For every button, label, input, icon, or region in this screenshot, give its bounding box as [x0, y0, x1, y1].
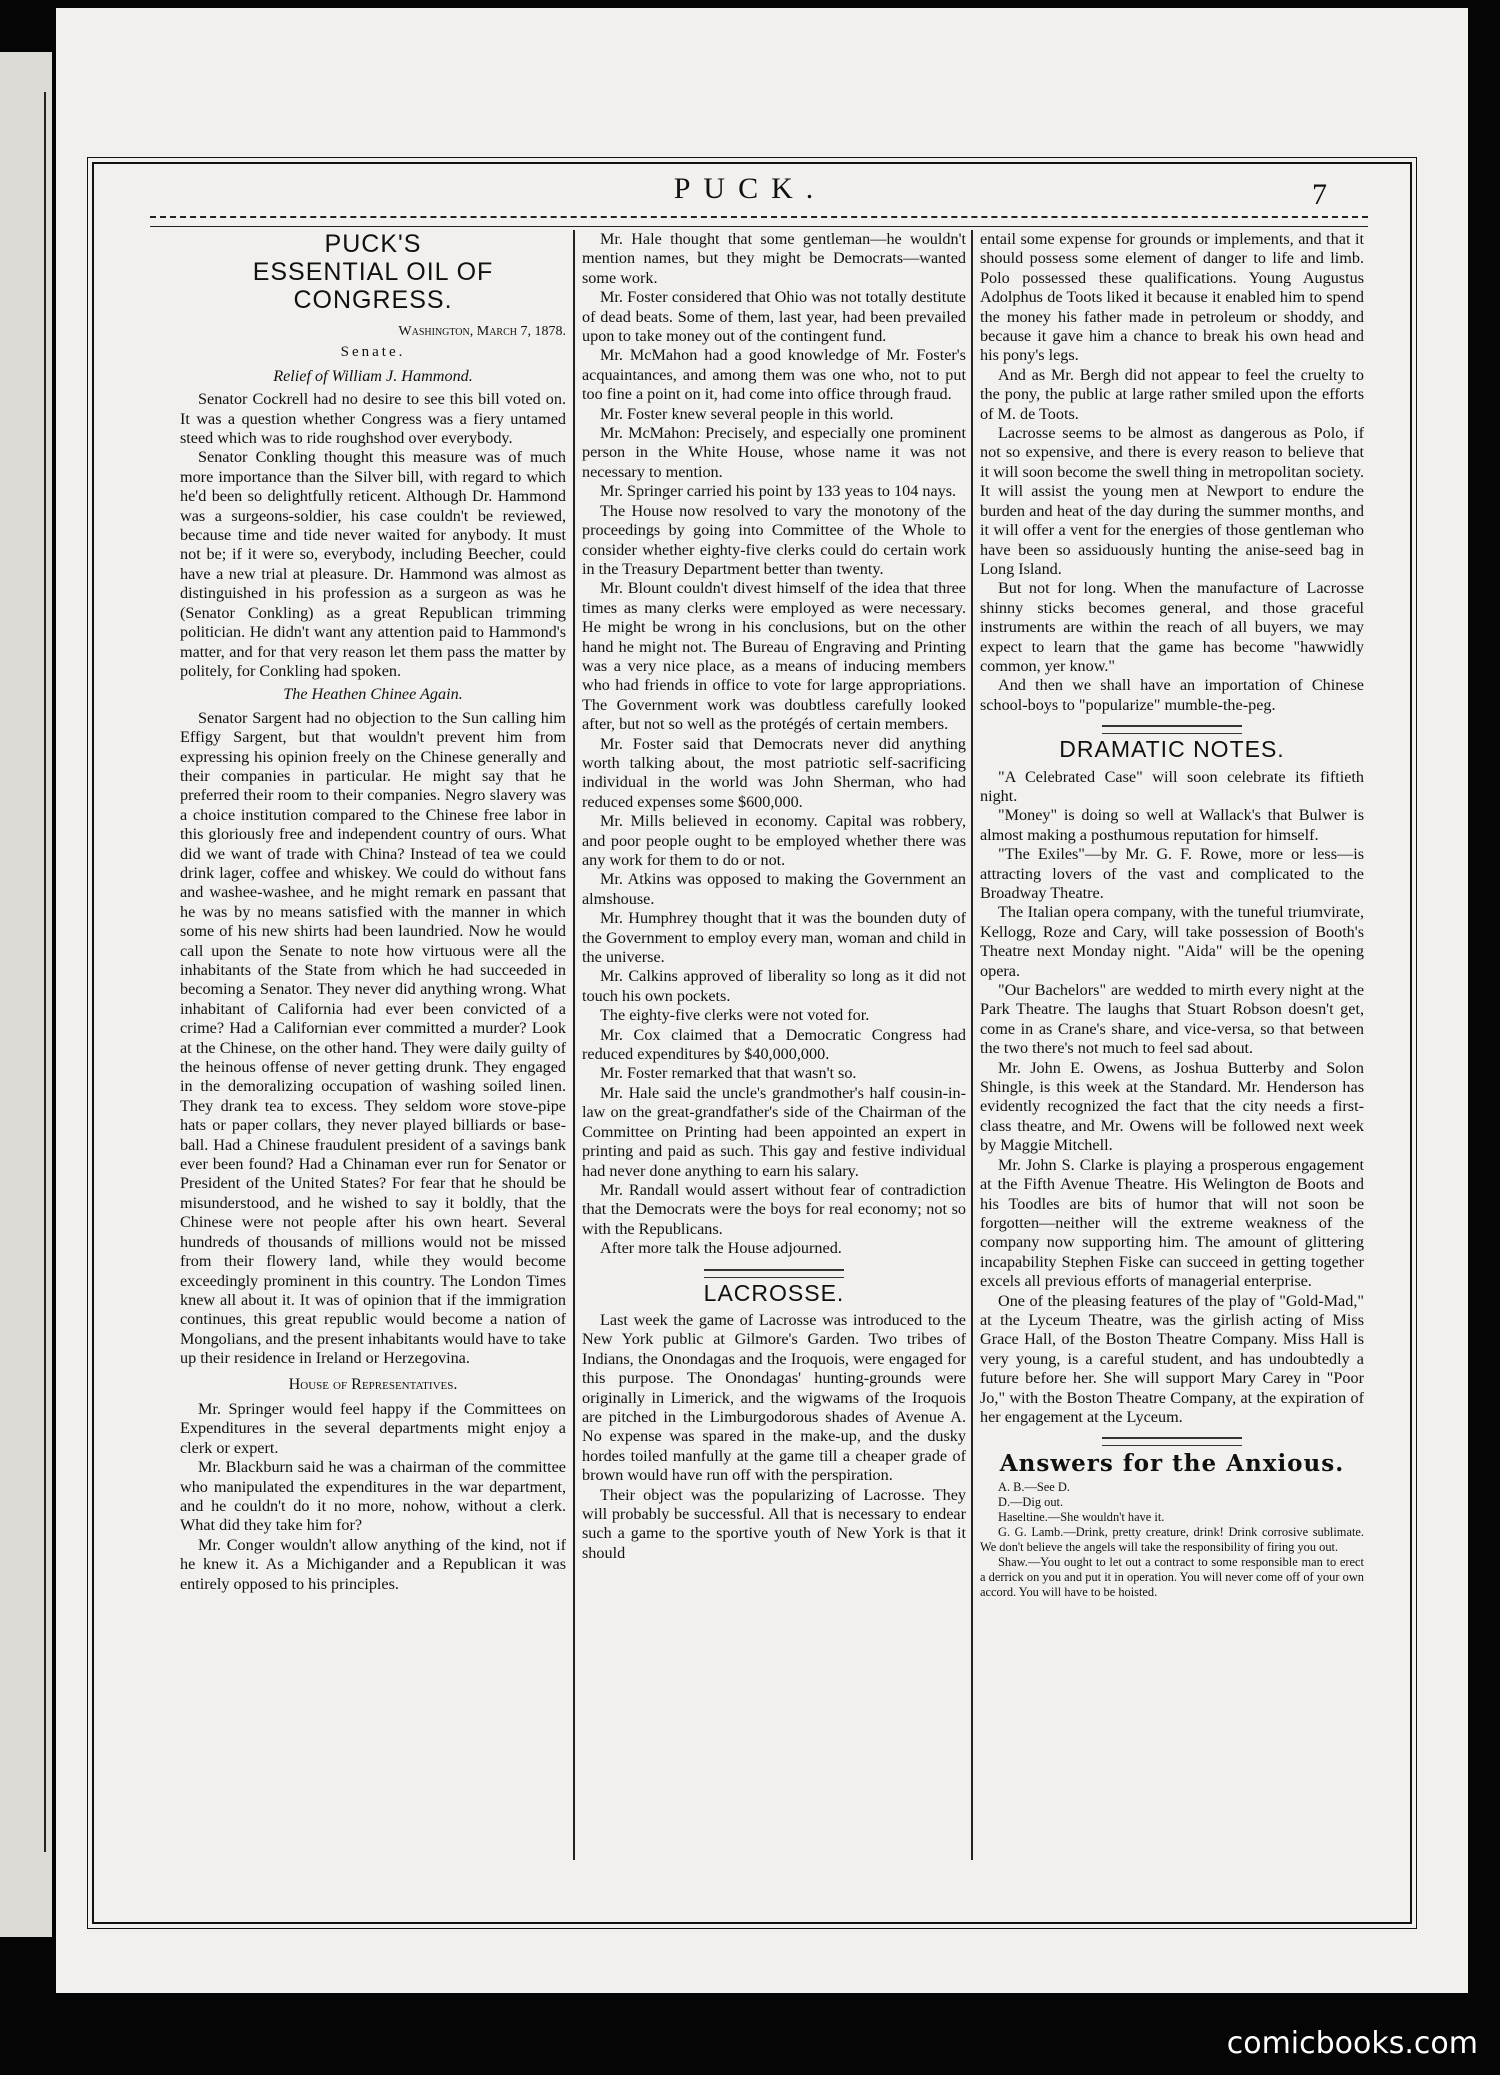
paragraph: Lacrosse seems to be almost as dangerous as Polo, if not so expensive, and there is every reason to believe that it will soon become the swell thing in metropolitan society. It will assist the young men at Newport to endure the burden and heat of the day during the summer months, and it will offer a vent for the energies of those gentleman who have been so assiduously hunting the anise-seed bag in Long Island.: [980, 424, 1364, 578]
site-watermark: comicbooks.com: [1226, 2026, 1478, 2061]
answer-item: Haseltine.—She wouldn't have it.: [998, 1509, 1165, 1524]
paragraph: Mr. Blackburn said he was a chairman of the committee who manipulated the expenditures in the war department, and he couldn't do it no more, nohow, without a clerk. What did they take him for?: [180, 1458, 566, 1535]
paragraph: Mr. Foster considered that Ohio was not totally destitute of dead beats. Some of them, last year, had been prevailed upon to take money out of the contingent fund.: [582, 288, 966, 346]
column-congress: [180, 230, 566, 1594]
answers-list: [980, 1480, 1364, 1600]
paragraph: Mr. Blount couldn't divest himself of the idea that three times as many clerks were employed as were necessary. He might be wrong in his conclusions, but on the other hand he might not. The Bureau of Engraving and Printing was a very nice place, as a means of inducing members who had friends in office to vote for large appropriations. The Government work was doubtless carefully looked after, but not so well as the protégés of certain members.: [582, 579, 966, 734]
page-number: 7: [1312, 178, 1327, 211]
paragraph: And as Mr. Bergh did not appear to feel the cruelty to the pony, the public at large rather smiled upon the efforts of M. de Toots.: [980, 365, 1364, 423]
paragraph: Mr. Atkins was opposed to making the Government an almshouse.: [582, 870, 966, 908]
paragraph: Mr. Cox claimed that a Democratic Congress had reduced expenditures by $40,000,000.: [582, 1025, 966, 1064]
column-house-lacrosse: [582, 230, 966, 1563]
paragraph: Mr. Springer carried his point by 133 yeas to 104 nays.: [600, 482, 957, 501]
section-separator: [1102, 725, 1242, 734]
column-divider: [573, 230, 575, 1860]
answer-item: Shaw.—You ought to let out a contract to some responsible man to erect a derrick on you and put it in operation. You will never come off of your own accord. You will have to be hoisted.: [980, 1554, 1364, 1599]
paragraph: "Money" is doing so well at Wallack's that Bulwer is almost making a posthumous reputation for himself.: [980, 806, 1364, 844]
section-separator: [1102, 1437, 1242, 1446]
paragraph: Mr. Calkins approved of liberality so long as it did not touch his own pockets.: [582, 967, 966, 1005]
paragraph: Mr. Foster remarked that that wasn't so.: [600, 1064, 857, 1083]
paragraph: The House now resolved to vary the monotony of the proceedings by going into Committee of the Whole to consider whether eighty-five clerks could do certain work in the Treasury Department better than twenty.: [582, 501, 966, 578]
previous-page-edge: [0, 52, 52, 1937]
paragraph: Mr. John S. Clarke is playing a prosperous engagement at the Fifth Avenue Theatre. His Welington de Boots and his Toodles are bits of humor that will not soon be forgotten—neither will the extreme weakness of the company now supporting him. The amount of glittering incapability Stephen Fiske can succeed in getting together excels all previous efforts of managerial enterprise.: [980, 1155, 1364, 1291]
answer-item: A. B.—See D.: [998, 1479, 1070, 1494]
section-separator: [704, 1269, 844, 1278]
paragraph: Their object was the popularizing of Lacrosse. They will probably be successful. All that is necessary to endear such a game to the sportive youth of New York is that it should: [582, 1485, 966, 1562]
paragraph: But not for long. When the manufacture of Lacrosse shinny sticks becomes general, and those graceful instruments are within the reach of all buyers, we may expect to learn that the game has become "hawwidly common, yer know.": [980, 579, 1364, 675]
column-dramatic: [980, 230, 1364, 1600]
article-title-line1: PUCK'S: [324, 230, 422, 258]
paragraph: Mr. John E. Owens, as Joshua Butterby and Solon Shingle, is this week at the Standard. Mr. Henderson has evidently recognized the fact that the city needs a first-class theatre, and Mr. Owens will be followed next week by Maggie Mitchell.: [980, 1058, 1364, 1155]
paragraph: One of the pleasing features of the play of "Gold-Mad," at the Lyceum Theatre, was the girlish acting of Miss Grace Hall, of the Boston Theatre Company. Miss Hall is very young, is a careful student, and has undoubtedly a future before her. She will support Mary Carey in "Poor Jo," with the Boston Theatre Company, at the expiration of her engagement at the Lyceum.: [980, 1291, 1364, 1426]
paragraph: Mr. Springer would feel happy if the Committees on Expenditures in the several departments might enjoy a clerk or expert.: [180, 1399, 566, 1457]
subhead-chinee: The Heathen Chinee Again.: [283, 685, 463, 704]
section-house: House of Representatives.: [288, 1374, 458, 1393]
paragraph: Mr. Conger wouldn't allow anything of the kind, not if he knew it. As a Michigander and a Republican it was entirely opposed to his principles.: [180, 1535, 566, 1593]
column-divider: [971, 230, 973, 1860]
section-senate: Senate.: [340, 344, 406, 361]
answer-item: G. G. Lamb.—Drink, pretty creature, drink! Drink corrosive sublimate. We don't believe the angels will take the responsibility of firing you out.: [980, 1524, 1364, 1554]
paragraph: entail some expense for grounds or implements, and that it should possess some element of danger to life and limb. Polo possessed these qualifications. Young Augustus Adolphus de Toots liked it because it enabled him to spend the money his father made in petroleum or shoddy, and because it gave him a chance to break his own head and his pony's legs.: [980, 230, 1364, 365]
paragraph: Senator Sargent had no objection to the Sun calling him Effigy Sargent, but that wouldn't prevent him from expressing his opinion freely on the Chinese generally and their companies in particular. He might say that he preferred their room to their companies. Negro slavery was a choice institution compared to the Chinese free labor in this gloriously free and independent country of ours. What did we want of trade with China? Instead of tea we could drink lager, coffee and whiskey. We could do without fans and washee-washee, and he might remark en passant that he was by no means satisfied with the manner in which some of his new shirts had been laundried. Now he would call upon the Senate to note how virtuous were all the inhabitants of the State from which he had succeeded in becoming a Senator. They never did anything wrong. What inhabitant of California had ever been convicted of a crime? Had a Californian ever committed a murder? Look at the Chinese, on the other hand. They were daily guilty of the heinous offense of never getting drunk. They engaged in the demoralizing occupation of washing soiled linen. They drank tea to excess. They seldom wore stove-pipe hats or paper collars, they never played billiards or base-ball. Had a Chinese fraudulent president of a savings bank ever been found? Had a Chinaman ever run for Senator or President of the United States? For fear that he should be misunderstood, and he wished to say it boldly, that the Chinese were not people after his own heart. Several hundreds of thousands of millions would not be missed from their flowery land, while they would become exceedingly prominent in this country. The London Times knew all about it. It was of opinion that if the immigration continues, this great republic would become a nation of Mongolians, and the present inhabitants would have to take up their residence in Ireland or Herzegovina.: [180, 708, 566, 1368]
dateline: Washington, March 7, 1878.: [398, 324, 566, 339]
paragraph: Mr. Mills believed in economy. Capital was robbery, and poor people ought to be employed whether there was any work for them to do or not.: [582, 812, 966, 869]
answers-title: Answers for the Anxious.: [999, 1450, 1345, 1478]
paragraph: The eighty-five clerks were not voted for.: [600, 1006, 870, 1025]
article-title-line2: ESSENTIAL OIL OF CONGRESS.: [252, 258, 494, 314]
masthead-title: PUCK.: [673, 172, 827, 205]
paragraph: Mr. Humphrey thought that it was the bounden duty of the Government to employ every man, woman and child in the universe.: [582, 909, 966, 967]
paragraph: Mr. Hale thought that some gentleman—he wouldn't mention names, but they might be Democrats—wanted some work.: [582, 230, 966, 287]
paragraph: Mr. Foster knew several people in this world.: [600, 404, 894, 423]
paragraph: Last week the game of Lacrosse was introduced to the New York public at Gilmore's Garden. Two tribes of Indians, the Onondagas and the Iroquois, were engaged for this purpose. The Onondagas' hunting-grounds were originally in Limerick, and the wigwams of the Iroquois are pitched in the Limburgodorous shades of Avenue A. No expense was spared in the make-up, and the dusky hordes toiled manfully at the game till a cheaper grade of brown would have run off with the perspiration.: [582, 1310, 966, 1485]
paragraph: Senator Conkling thought this measure was of much more importance than the Silver bill, with regard to which he'd been so delightfully reticent. Although Dr. Hammond was a surgeons-soldier, his case couldn't be reviewed, because time and tide never waited for anybody. It must not be; if it were so, everybody, including Beecher, could have a new trial at pleasure. Dr. Hammond was almost as distinguished in his profession as a surgeon as was he (Senator Conkling) as a great Republican trimming politician. He didn't want any attention paid to Hammond's matter, and for that very reason let them pass the matter by politely, for Conkling had spoken.: [180, 448, 566, 680]
subhead-hammond: Relief of William J. Hammond.: [273, 366, 473, 385]
paragraph: And then we shall have an importation of Chinese school-boys to "popularize" mumble-the-peg.: [980, 676, 1364, 714]
paragraph: "The Exiles"—by Mr. G. F. Rowe, more or less—is attracting lovers of the vast and complicated to the Broadway Theatre.: [980, 845, 1364, 902]
paragraph: After more talk the House adjourned.: [600, 1239, 842, 1258]
paragraph: Mr. Foster said that Democrats never did anything worth talking about, the most patriotic self-sacrificing individual in the world was John Sherman, who had reduced expenses some $600,000.: [582, 734, 966, 811]
paragraph: Senator Cockrell had no desire to see this bill voted on. It was a question whether Congress was a fiery untamed steed which was to ride roughshod over everybody.: [180, 390, 566, 448]
paragraph: "A Celebrated Case" will soon celebrate its fiftieth night.: [980, 767, 1364, 805]
paragraph: Mr. Hale said the uncle's grandmother's half cousin-in-law on the great-grandfather's side of the Chairman of the Committee on Printing had been appointed an expert in printing and paid as such. This gay and festive individual had never done anything to earn his salary.: [582, 1083, 966, 1180]
paragraph: Mr. McMahon had a good knowledge of Mr. Foster's acquaintances, and among them was one who, not to put too fine a point on it, had come into office through fraud.: [582, 346, 966, 404]
answer-item: D.—Dig out.: [998, 1494, 1064, 1509]
paragraph: The Italian opera company, with the tuneful triumvirate, Kellogg, Roze and Cary, will take possession of Booth's Theatre next Monday night. "Aida" will be the opening opera.: [980, 903, 1364, 980]
dramatic-notes-title: DRAMATIC NOTES.: [1059, 736, 1285, 763]
lacrosse-title: LACROSSE.: [703, 1279, 845, 1306]
paragraph: "Our Bachelors" are wedded to mirth every night at the Park Theatre. The laughs that Stuart Robson doesn't get, come in as Crane's share, and vice-versa, so that between the two there's not much to feel sad about.: [980, 981, 1364, 1058]
paragraph: Mr. McMahon: Precisely, and especially one prominent person in the White House, whose name it was not necessary to mention.: [582, 424, 966, 481]
header-rule: [150, 216, 1368, 227]
paragraph: Mr. Randall would assert without fear of contradiction that the Democrats were the boys for real economy; not so with the Republicans.: [582, 1180, 966, 1238]
